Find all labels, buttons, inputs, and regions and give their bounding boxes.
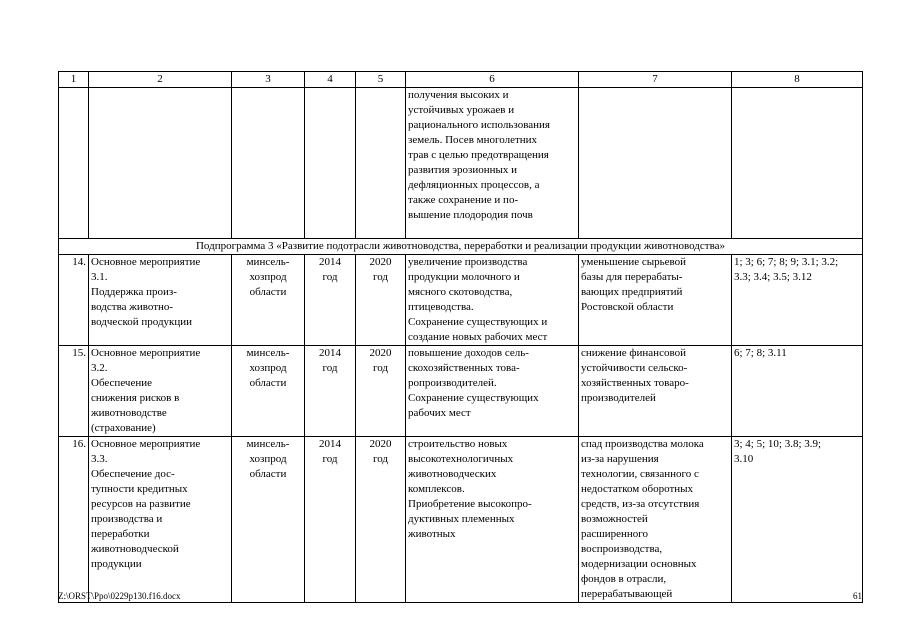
start-year: 2014 год bbox=[305, 437, 356, 603]
related-indicators: 6; 7; 8; 3.11 bbox=[732, 346, 863, 437]
continuation-cell-empty bbox=[59, 88, 89, 239]
related-indicators: 1; 3; 6; 7; 8; 9; 3.1; 3.2; 3.3; 3.4; 3.5; 3.12 bbox=[732, 255, 863, 346]
header-cell-3: 3 bbox=[232, 72, 305, 88]
continuation-row bbox=[59, 88, 863, 239]
non-implementation-consequence: уменьшение сырьевой базы для перерабаты- вающих предприятий Ростовской области bbox=[579, 255, 732, 346]
header-cell-8: 8 bbox=[732, 72, 863, 88]
expected-result: увеличение производства продукции молочного и мясного скотоводства, птицеводства. Сохранение существующих и создание новых рабочих мест bbox=[406, 255, 579, 346]
start-year: 2014 год bbox=[305, 255, 356, 346]
header-cell-2: 2 bbox=[89, 72, 232, 88]
start-year: 2014 год bbox=[305, 346, 356, 437]
non-implementation-consequence: снижение финансовой устойчивости сельско- хозяйственных товаро- производителей bbox=[579, 346, 732, 437]
table-row bbox=[59, 255, 863, 346]
footer-file-path: Z:\ORST\Ppo\0229p130.f16.docx bbox=[58, 591, 181, 601]
row-number: 15. bbox=[59, 346, 89, 437]
table-row bbox=[59, 346, 863, 437]
header-cell-4: 4 bbox=[305, 72, 356, 88]
end-year: 2020 год bbox=[356, 346, 406, 437]
expected-result: строительство новых высокотехнологичных животноводческих комплексов. Приобретение высокопро- дуктивных племенных животных bbox=[406, 437, 579, 603]
measure-name: Основное мероприятие 3.3. Обеспечение дос- тупности кредитных ресурсов на развитие производства и переработки животноводческой продукции bbox=[89, 437, 232, 603]
header-cell-5: 5 bbox=[356, 72, 406, 88]
continuation-cell-empty bbox=[579, 88, 732, 239]
continuation-cell-empty bbox=[89, 88, 232, 239]
executor: минсель- хозпрод области bbox=[232, 255, 305, 346]
executor: минсель- хозпрод области bbox=[232, 346, 305, 437]
header-cell-6: 6 bbox=[406, 72, 579, 88]
measure-name: Основное мероприятие 3.2. Обеспечение снижения рисков в животноводстве (страхование) bbox=[89, 346, 232, 437]
executor: минсель- хозпрод области bbox=[232, 437, 305, 603]
page-number: 61 bbox=[853, 591, 862, 601]
header-cell-1: 1 bbox=[59, 72, 89, 88]
continuation-cell-empty bbox=[356, 88, 406, 239]
row-number: 14. bbox=[59, 255, 89, 346]
continuation-cell-empty bbox=[732, 88, 863, 239]
subprogram-title: Подпрограмма 3 «Развитие подотрасли животноводства, переработки и реализации продукции животноводства» bbox=[59, 239, 863, 255]
end-year: 2020 год bbox=[356, 437, 406, 603]
program-table bbox=[58, 71, 863, 603]
measure-name: Основное мероприятие 3.1. Поддержка произ- водства животно- водческой продукции bbox=[89, 255, 232, 346]
non-implementation-consequence: спад производства молока из-за нарушения технологии, связанного с недостатком оборотных средств, из-за отсутствия возможностей расширенного воспроизводства, модернизации основных фондов в отрасли, перерабатывающей bbox=[579, 437, 732, 603]
continuation-result-text: получения высоких и устойчивых урожаев и рационального использования земель. Посев многолетних трав с целью предотвращения развития эрозионных и дефляционных процессов, а также сохранение и по- вышение плодородия почв bbox=[406, 88, 579, 239]
table-row bbox=[59, 437, 863, 603]
expected-result: повышение доходов сель- скохозяйственных това- ропроизводителей. Сохранение существующих рабочих мест bbox=[406, 346, 579, 437]
end-year: 2020 год bbox=[356, 255, 406, 346]
table-header-row bbox=[59, 72, 863, 88]
header-cell-7: 7 bbox=[579, 72, 732, 88]
related-indicators: 3; 4; 5; 10; 3.8; 3.9; 3.10 bbox=[732, 437, 863, 603]
continuation-cell-empty bbox=[305, 88, 356, 239]
row-number: 16. bbox=[59, 437, 89, 603]
continuation-cell-empty bbox=[232, 88, 305, 239]
subprogram-row bbox=[59, 239, 863, 255]
